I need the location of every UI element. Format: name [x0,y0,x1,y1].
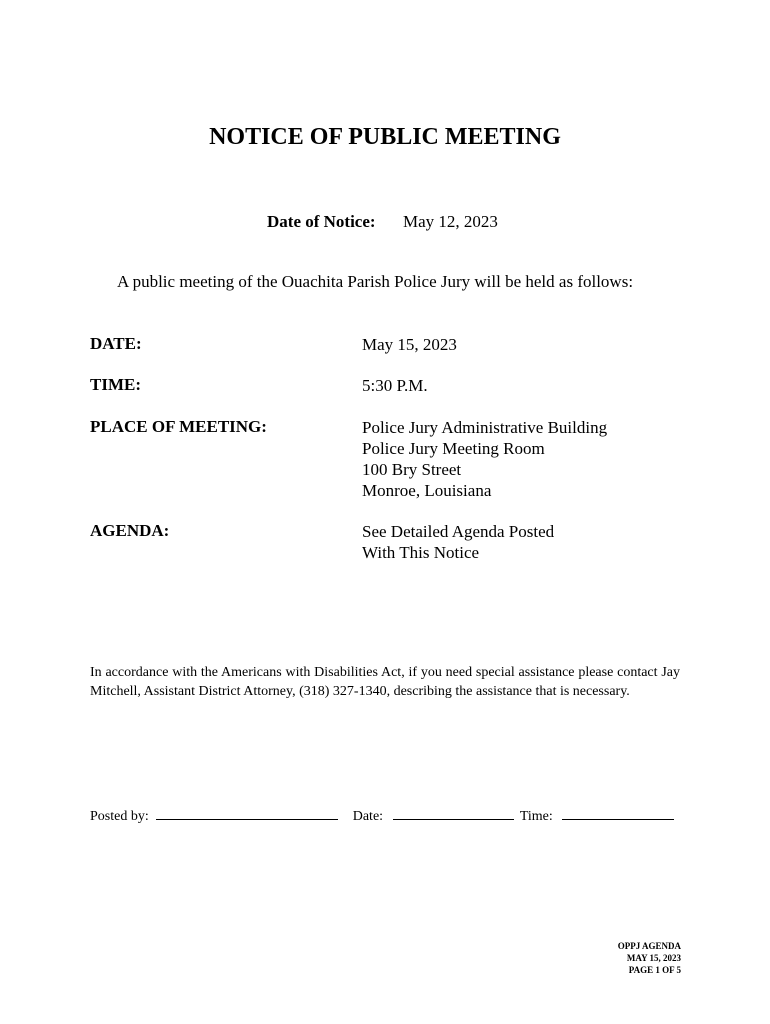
date-of-notice-label: Date of Notice: [267,212,376,231]
footer-date: MAY 15, 2023 [626,953,681,963]
agenda-value [362,521,554,563]
meeting-place-address [362,417,607,501]
meeting-date-value: May 15, 2023 [362,335,457,354]
place-line: 100 Bry Street [362,460,462,479]
meeting-time-label: TIME: [90,375,141,394]
posted-date-blank [393,807,514,820]
posted-time-blank [562,807,674,820]
posting-signature-line [90,807,674,825]
meeting-date-label: DATE: [90,334,142,353]
ada-notice: In accordance with the Americans with Disabilities Act, if you need special assistance please contact Jay Mitchell, Assistant District Attorney, (318) 327-1340, describing the assistance that is necessary. [90,665,680,699]
agenda-line: See Detailed Agenda Posted [362,522,555,541]
agenda-line: With This Notice [362,543,480,562]
page-footer [560,940,681,976]
posted-time-label: Time: [519,809,553,824]
place-line: Police Jury Meeting Room [362,439,545,458]
page-title: NOTICE OF PUBLIC MEETING [209,124,561,150]
place-line: Monroe, Louisiana [362,481,492,500]
posted-by-label: Posted by: [90,809,149,824]
footer-page-number: PAGE 1 OF 5 [628,965,681,975]
footer-agenda: OPPJ AGENDA [617,941,681,951]
posted-by-blank [156,807,338,820]
posted-date-label: Date: [352,809,384,824]
agenda-label: AGENDA: [90,521,170,540]
date-of-notice-value: May 12, 2023 [403,212,498,231]
place-line: Police Jury Administrative Building [362,418,608,437]
intro-text: A public meeting of the Ouachita Parish Police Jury will be held as follows: [117,272,634,291]
meeting-time-value: 5:30 P.M. [362,376,428,395]
meeting-place-label: PLACE OF MEETING: [90,417,267,436]
